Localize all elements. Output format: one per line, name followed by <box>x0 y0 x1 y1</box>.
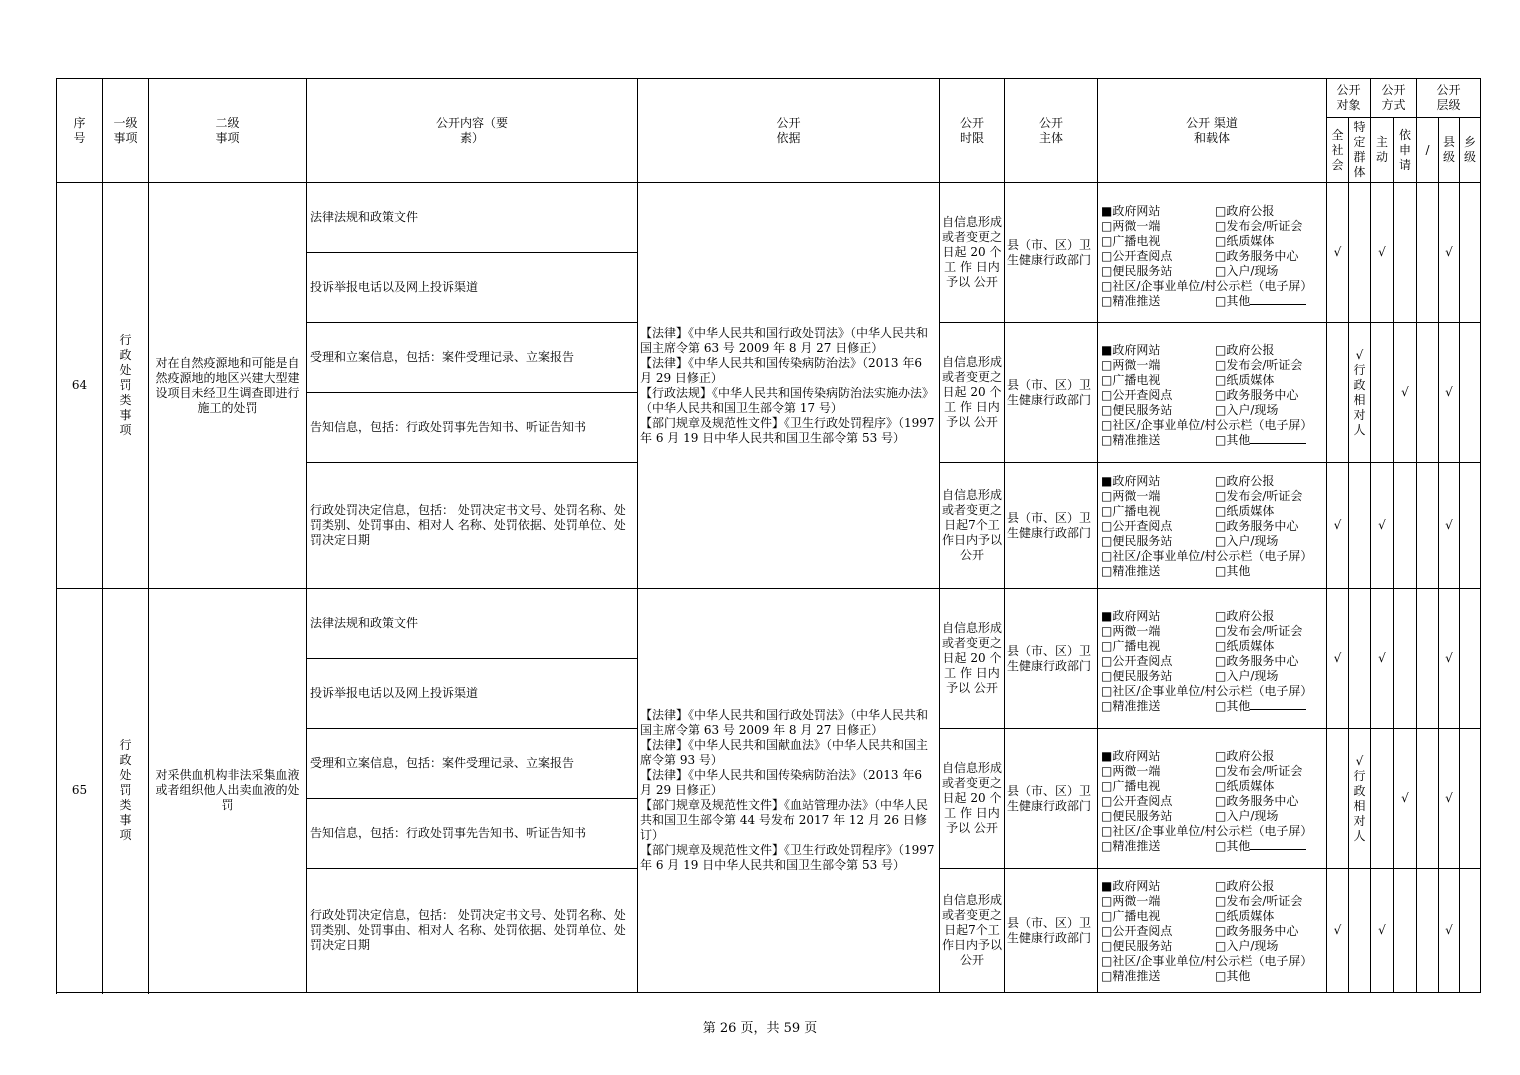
empty-cell <box>1460 183 1481 323</box>
page-footer <box>0 1017 1520 1036</box>
header-seq: 序号 <box>57 79 103 183</box>
time-limit-cell: 自信息形成或者变更之日起 20 个工 作 日内 予以 公开 <box>940 729 1005 869</box>
subject-cell: 县（市、区）卫 生健康行政部门 <box>1005 323 1098 463</box>
basis-cell: 【法律】《中华人民共和国行政处罚法》（中华人民共和国主席令第 63 号 2009 年 8 月 27 日修正） 【法律】《中华人民共和国传染病防治法》（2013 年6 月 29 日修正） 【行政法规】《中华人民共和国传染病防治法实施办法》（中华人民共和国卫生部令第 17 号） 【部门规章及规范性文件】《卫生行政处罚程序》（1997 年 6 月 19 日中华人民共和国卫生部令第 53 号） <box>638 183 940 589</box>
check-mark: √ <box>1439 729 1460 869</box>
check-mark: √ <box>1439 869 1460 993</box>
empty-cell <box>1417 463 1439 589</box>
channel-list: ■政府网站 □政府公报 □两微一端 □发布会/听证会 □广播电视 □纸质媒体 □公开查阅点 □政务服务中心 □便民服务站 □入户/现场 □社区/企事业单位/村公示栏（电子屏） □精准推送 □其他 <box>1098 869 1327 993</box>
content-item: 法律法规和政策文件 <box>307 183 638 253</box>
header-time-limit: 公开时限 <box>940 79 1005 183</box>
empty-cell <box>1417 869 1439 993</box>
check-mark: √ <box>1394 323 1417 463</box>
header-level2: 二级事项 <box>149 79 307 183</box>
specific-party-cell: √ 行政相对人 <box>1349 729 1371 869</box>
empty-cell <box>1394 463 1417 589</box>
channel-list: ■政府网站 □政府公报 □两微一端 □发布会/听证会 □广播电视 □纸质媒体 □公开查阅点 □政务服务中心 □便民服务站 □入户/现场 □社区/企事业单位/村公示栏（电子屏） □精准推送 □其他 <box>1098 323 1327 463</box>
header-target-specific: 特定群体 <box>1349 118 1371 183</box>
empty-cell <box>1417 589 1439 729</box>
empty-cell <box>1460 729 1481 869</box>
subject-cell: 县（市、区）卫 生健康行政部门 <box>1005 463 1098 589</box>
channel-list: ■政府网站 □政府公报 □两微一端 □发布会/听证会 □广播电视 □纸质媒体 □公开查阅点 □政务服务中心 □便民服务站 □入户/现场 □社区/企事业单位/村公示栏（电子屏） □精准推送 □其他 <box>1098 183 1327 323</box>
header-level-town: 乡级 <box>1460 118 1481 183</box>
specific-party-cell: √ 行政相对人 <box>1349 323 1371 463</box>
level2-cell: 对采供血机构非法采集血液或者组织他人出卖血液的处罚 <box>149 589 307 993</box>
check-mark: √ <box>1371 869 1394 993</box>
time-limit-cell: 自信息形成或者变更之日起 20 个工 作 日内 予以 公开 <box>940 183 1005 323</box>
empty-cell <box>1460 589 1481 729</box>
empty-cell <box>1394 869 1417 993</box>
content-item: 投诉举报电话以及网上投诉渠道 <box>307 253 638 323</box>
header-level1: 一级事项 <box>103 79 149 183</box>
header-basis: 公开依据 <box>638 79 940 183</box>
check-mark: √ <box>1327 869 1349 993</box>
content-item: 告知信息，包括：行政处罚事先告知书、听证告知书 <box>307 393 638 463</box>
time-limit-cell: 自信息形成或者变更之日起7个工作日内予以公开 <box>940 463 1005 589</box>
content-item: 告知信息，包括：行政处罚事先告知书、听证告知书 <box>307 799 638 869</box>
header-method-request: 依申请 <box>1394 118 1417 183</box>
empty-cell <box>1460 463 1481 589</box>
check-mark: √ <box>1394 729 1417 869</box>
content-item: 行政处罚决定信息，包括： 处罚决定书文号、处罚名称、处罚类别、处罚事由、相对人 名称、处罚依据、处罚单位、处罚决定日期 <box>307 463 638 589</box>
header-level-county: 县级 <box>1439 118 1460 183</box>
subject-cell: 县（市、区）卫 生健康行政部门 <box>1005 589 1098 729</box>
check-mark: √ <box>1327 463 1349 589</box>
content-item: 受理和立案信息，包括：案件受理记录、立案报告 <box>307 323 638 393</box>
level1-cell: 行政处罚类事项 <box>103 589 149 993</box>
empty-cell <box>1349 183 1371 323</box>
check-mark: √ <box>1439 463 1460 589</box>
check-mark: √ <box>1439 589 1460 729</box>
check-mark: √ <box>1439 323 1460 463</box>
empty-cell <box>1460 869 1481 993</box>
header-target-group: 公开对象 <box>1327 79 1371 118</box>
check-mark: √ <box>1371 183 1394 323</box>
empty-cell <box>1327 323 1349 463</box>
channel-list: ■政府网站 □政府公报 □两微一端 □发布会/听证会 □广播电视 □纸质媒体 □公开查阅点 □政务服务中心 □便民服务站 □入户/现场 □社区/企事业单位/村公示栏（电子屏） □精准推送 □其他 <box>1098 589 1327 729</box>
header-method-group: 公开方式 <box>1371 79 1417 118</box>
empty-cell <box>1349 463 1371 589</box>
seq-cell: 65 <box>57 589 103 993</box>
empty-cell <box>1349 589 1371 729</box>
check-mark: √ <box>1371 463 1394 589</box>
basis-cell: 【法律】《中华人民共和国行政处罚法》（中华人民共和国主席令第 63 号 2009 年 8 月 27 日修正） 【法律】《中华人民共和国献血法》（中华人民共和国主席令第 93 号） 【法律】《中华人民共和国传染病防治法》（2013 年6 月 29 日修正） 【部门规章及规范性文件】《血站管理办法》（中华人民共和国卫生部令第 44 号发布 2017 年 12 月 26 日修 订） 【部门规章及规范性文件】《卫生行政处罚程序》（1997 年 6 月 19 日中华人民共和国卫生部令第 53 号） <box>638 589 940 993</box>
content-item: 投诉举报电话以及网上投诉渠道 <box>307 659 638 729</box>
empty-cell <box>1417 183 1439 323</box>
empty-cell <box>1371 729 1394 869</box>
header-subject: 公开主体 <box>1005 79 1098 183</box>
page-number: 第 26 页，共 59 页 <box>702 1021 818 1036</box>
header-method-active: 主动 <box>1371 118 1394 183</box>
disclosure-table <box>56 78 1481 993</box>
check-mark: √ <box>1371 589 1394 729</box>
subject-cell: 县（市、区）卫 生健康行政部门 <box>1005 183 1098 323</box>
subject-cell: 县（市、区）卫 生健康行政部门 <box>1005 729 1098 869</box>
check-mark: √ <box>1327 589 1349 729</box>
check-mark: √ <box>1439 183 1460 323</box>
channel-list: ■政府网站 □政府公报 □两微一端 □发布会/听证会 □广播电视 □纸质媒体 □公开查阅点 □政务服务中心 □便民服务站 □入户/现场 □社区/企事业单位/村公示栏（电子屏） □精准推送 □其他 <box>1098 463 1327 589</box>
header-level-group: 公开层级 <box>1417 79 1481 118</box>
level1-cell: 行政处罚类事项 <box>103 183 149 589</box>
header-target-all: 全社会 <box>1327 118 1349 183</box>
header-channel: 公开 渠道和载体 <box>1098 79 1327 183</box>
header-content: 公开内容（要素） <box>307 79 638 183</box>
seq-cell: 64 <box>57 183 103 589</box>
level2-cell: 对在自然疫源地和可能是自然疫源地的地区兴建大型建设项目未经卫生调查即进行施工的处罚 <box>149 183 307 589</box>
empty-cell <box>1417 729 1439 869</box>
time-limit-cell: 自信息形成或者变更之日起 20 个工 作 日内 予以 公开 <box>940 323 1005 463</box>
time-limit-cell: 自信息形成或者变更之日起7个工作日内予以公开 <box>940 869 1005 993</box>
empty-cell <box>1327 729 1349 869</box>
empty-cell <box>1394 589 1417 729</box>
empty-cell <box>1394 183 1417 323</box>
content-item: 受理和立案信息，包括：案件受理记录、立案报告 <box>307 729 638 799</box>
channel-list: ■政府网站 □政府公报 □两微一端 □发布会/听证会 □广播电视 □纸质媒体 □公开查阅点 □政务服务中心 □便民服务站 □入户/现场 □社区/企事业单位/村公示栏（电子屏） □精准推送 □其他 <box>1098 729 1327 869</box>
check-mark: √ <box>1327 183 1349 323</box>
empty-cell <box>1371 323 1394 463</box>
empty-cell <box>1460 323 1481 463</box>
header-slash: / <box>1417 118 1439 183</box>
empty-cell <box>1349 869 1371 993</box>
content-item: 法律法规和政策文件 <box>307 589 638 659</box>
content-item: 行政处罚决定信息，包括： 处罚决定书文号、处罚名称、处罚类别、处罚事由、相对人 名称、处罚依据、处罚单位、处罚决定日期 <box>307 869 638 993</box>
subject-cell: 县（市、区）卫 生健康行政部门 <box>1005 869 1098 993</box>
empty-cell <box>1417 323 1439 463</box>
time-limit-cell: 自信息形成或者变更之日起 20 个工 作 日内 予以 公开 <box>940 589 1005 729</box>
